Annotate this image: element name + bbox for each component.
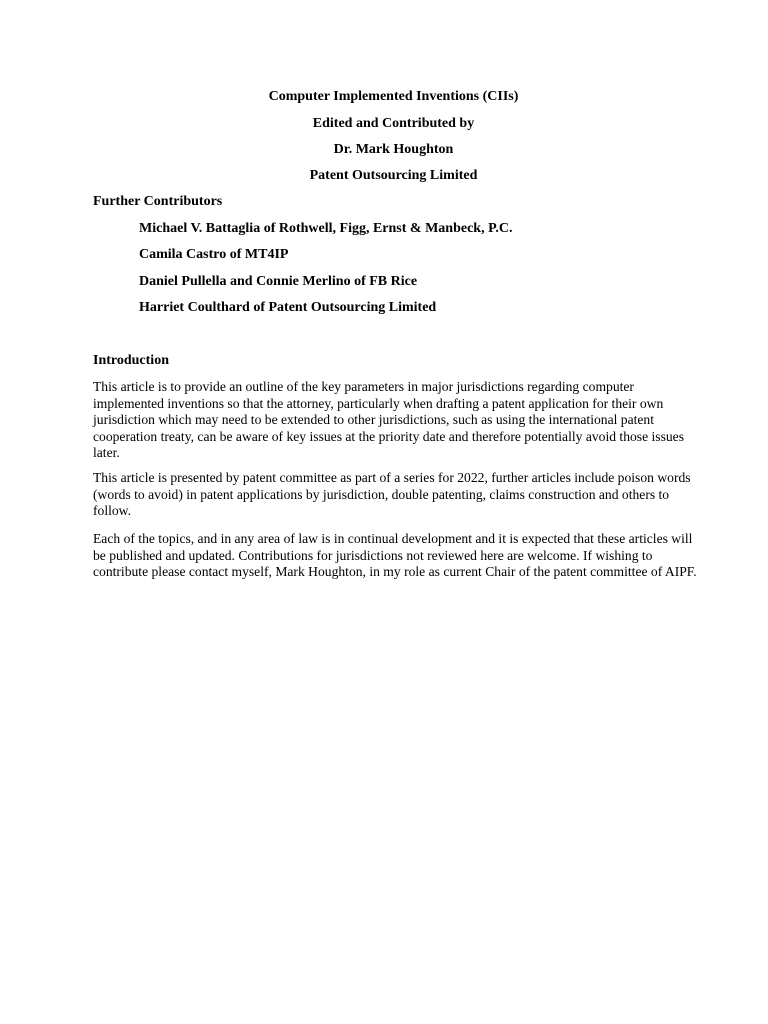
contributor-item: Harriet Coulthard of Patent Outsourcing Limited	[139, 300, 437, 315]
further-contributors-heading: Further Contributors	[93, 194, 223, 209]
body-paragraph: This article is to provide an outline of the key parameters in major jurisdictions regarding computer implemented inventions so that the attorney, particularly when drafting a patent application for their own jurisdiction which may need to be extended to other jurisdictions, such as using the international patent cooperation treaty, can be aware of key issues at the priority date and therefore potentially avoid those issues later.	[93, 379, 684, 461]
introduction-heading: Introduction	[93, 353, 169, 368]
contributor-item: Daniel Pullella and Connie Merlino of FB Rice	[139, 274, 418, 289]
body-paragraph: This article is presented by patent committee as part of a series for 2022, further articles include poison words (words to avoid) in patent applications by jurisdiction, double patenting, claims construction and others to follow.	[93, 470, 691, 519]
contributor-item: Michael V. Battaglia of Rothwell, Figg, Ernst & Manbeck, P.C.	[139, 221, 513, 236]
editor-organization: Patent Outsourcing Limited	[309, 168, 478, 183]
body-paragraph: Each of the topics, and in any area of law is in continual development and it is expected that these articles will be published and updated. Contributions for jurisdictions not reviewed here are welcome. If wishing to contribute please contact myself, Mark Houghton, in my role as current Chair of the patent committee of AIPF.	[93, 531, 697, 580]
contributor-item: Camila Castro of MT4IP	[139, 247, 289, 262]
editor-name: Dr. Mark Houghton	[333, 142, 454, 157]
document-title: Computer Implemented Inventions (CIIs)	[268, 89, 519, 104]
edited-by-line: Edited and Contributed by	[312, 116, 475, 131]
